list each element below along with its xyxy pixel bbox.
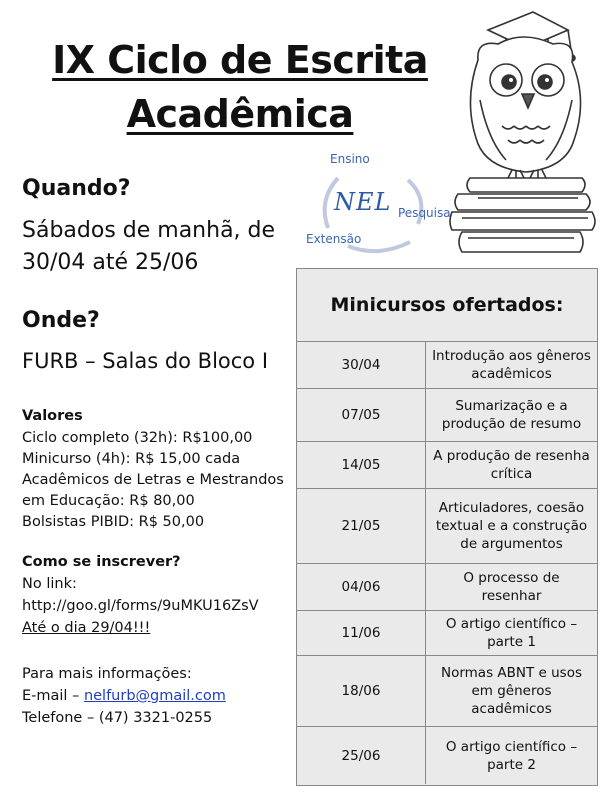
when-line-1: Sábados de manhã, de bbox=[22, 218, 276, 243]
signup-deadline: Até o dia 29/04!!! bbox=[22, 620, 151, 636]
row-topic: A produção de resenha crítica bbox=[433, 448, 590, 482]
signup-url[interactable]: http://goo.gl/forms/9uMKU16ZsV bbox=[22, 598, 259, 614]
row-topic: Normas ABNT e usos em gêneros acadêmicos bbox=[440, 665, 583, 717]
row-date: 14/05 bbox=[297, 442, 426, 488]
values-line: Ciclo completo (32h): R$100,00 bbox=[22, 430, 253, 446]
when-line-2: 30/04 até 25/06 bbox=[22, 250, 199, 275]
signup-heading: Como se inscrever? bbox=[22, 554, 181, 570]
where-heading: Onde? bbox=[22, 308, 100, 333]
email-prefix: E-mail – bbox=[22, 688, 84, 704]
row-date: 07/05 bbox=[297, 389, 426, 441]
table-row bbox=[297, 727, 597, 784]
row-date: 04/06 bbox=[297, 564, 426, 610]
table-row bbox=[297, 442, 597, 489]
logo-extensao-label: Extensão bbox=[306, 232, 362, 246]
table-header: Minicursos ofertados: bbox=[297, 269, 597, 342]
row-date: 21/05 bbox=[297, 489, 426, 563]
values-list bbox=[22, 428, 294, 533]
where-place: FURB – Salas do Bloco I bbox=[22, 349, 269, 373]
info-line: Para mais informações: bbox=[22, 666, 192, 682]
values-line: Bolsistas PIBID: R$ 50,00 bbox=[22, 514, 205, 530]
table-row bbox=[297, 611, 597, 656]
row-date: 11/06 bbox=[297, 611, 426, 655]
table-row bbox=[297, 342, 597, 389]
row-topic: Introdução aos gêneros acadêmicos bbox=[432, 348, 591, 382]
row-topic: Articuladores, coesão textual e a construção de argumentos bbox=[435, 500, 588, 552]
table-row bbox=[297, 389, 597, 442]
row-date: 18/06 bbox=[297, 656, 426, 726]
email-line bbox=[22, 686, 226, 707]
row-topic: O processo de resenhar bbox=[463, 570, 560, 604]
title-line-1: IX Ciclo de Escrita bbox=[52, 38, 428, 82]
title-line-2: Acadêmica bbox=[126, 92, 354, 136]
when-heading: Quando? bbox=[22, 176, 131, 201]
table-row bbox=[297, 656, 597, 727]
row-date: 25/06 bbox=[297, 727, 426, 784]
row-topic: Sumarização e a produção de resumo bbox=[441, 398, 582, 432]
table-row bbox=[297, 564, 597, 611]
signup-line: No link: bbox=[22, 576, 77, 592]
row-topic: O artigo científico – parte 2 bbox=[445, 738, 578, 773]
values-line: Minicurso (4h): R$ 15,00 cada bbox=[22, 451, 241, 467]
row-date: 30/04 bbox=[297, 342, 426, 388]
logo-ensino-label: Ensino bbox=[330, 152, 370, 166]
table-row bbox=[297, 489, 597, 564]
row-topic: O artigo científico – parte 1 bbox=[445, 616, 578, 650]
email-link[interactable]: nelfurb@gmail.com bbox=[83, 688, 226, 704]
values-line: em Educação: R$ 80,00 bbox=[22, 493, 195, 509]
values-heading: Valores bbox=[22, 408, 83, 424]
logo-nel-word: NEL bbox=[334, 188, 392, 216]
values-line: Acadêmicos de Letras e Mestrandos bbox=[22, 472, 284, 488]
courses-table bbox=[296, 268, 598, 786]
logo-pesquisa-label: Pesquisa bbox=[398, 206, 451, 220]
owl-on-books-icon bbox=[448, 0, 598, 262]
phone-line: Telefone – (47) 3321-0255 bbox=[22, 710, 213, 726]
